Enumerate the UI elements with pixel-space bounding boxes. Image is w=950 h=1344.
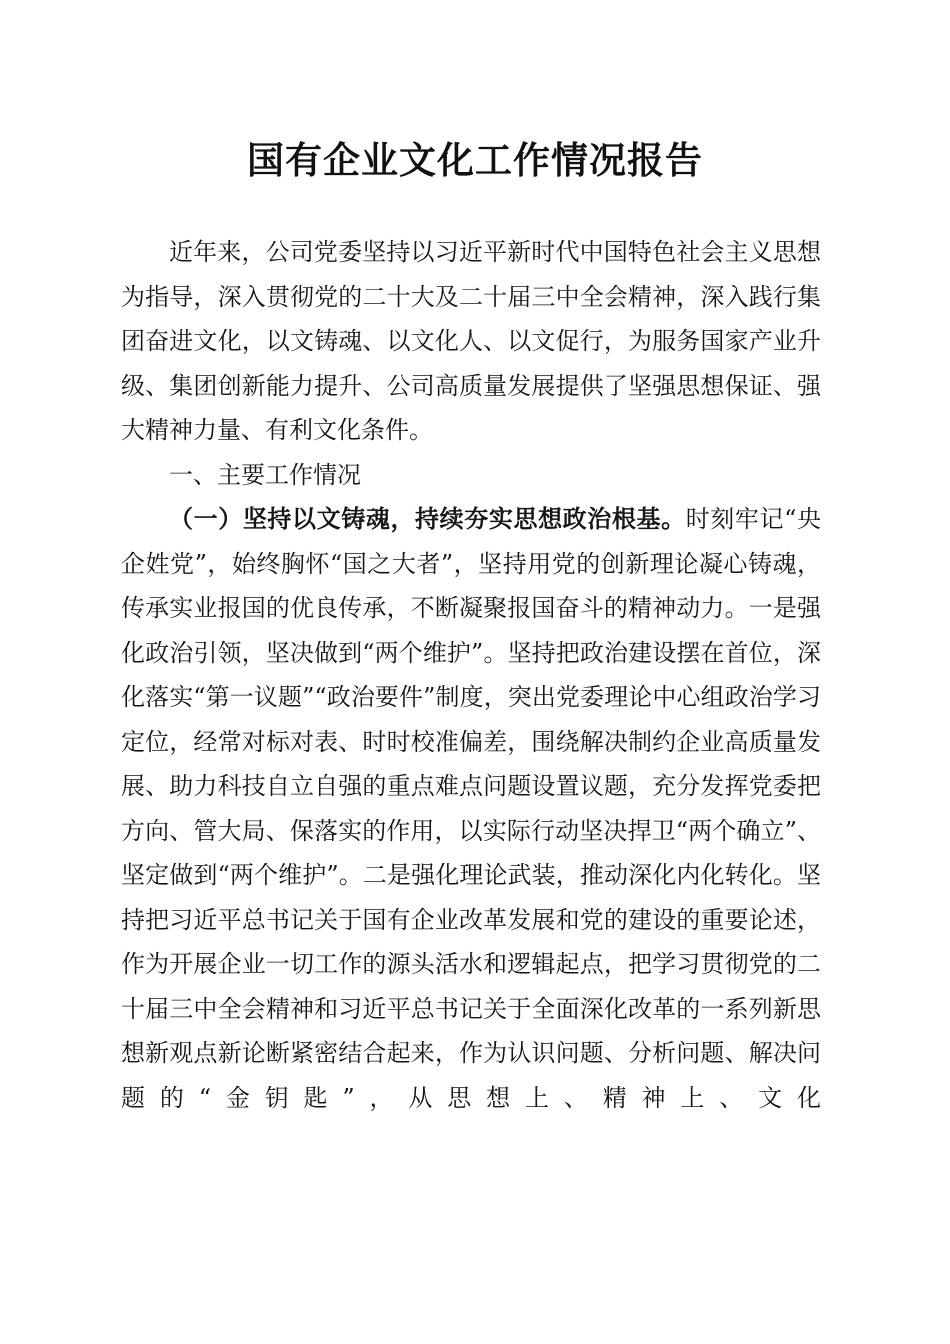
subsection-1-title: （一）坚持以文铸魂，持续夯实思想政治根基。: [169, 505, 686, 533]
document-title: 国有企业文化工作情况报告: [247, 138, 703, 182]
document-body: [121, 230, 821, 1120]
section-heading-main-work: 一、主要工作情况: [169, 460, 361, 489]
subsection-1-paragraph: [121, 497, 821, 1120]
intro-paragraph: 近年来，公司党委坚持以习近平新时代中国特色社会主义思想为指导，深入贯彻党的二十大及二十届三中全会精神，深入践行集团奋进文化，以文铸魂、以文化人、以文促行，为服务国家产业升级、集团创新能力提升、公司高质量发展提供了坚强思想保证、强大精神力量、有利文化条件。: [121, 238, 821, 444]
subsection-1-body: 时刻牢记“央企姓党”，始终胸怀“国之大者”，坚持用党的创新理论凝心铸魂，传承实业报国的优良传承，不断凝聚报国奋斗的精神动力。一是强化政治引领，坚决做到“两个维护”。坚持把政治建设摆在首位，深化落实“第一议题”“政治要件”制度，突出党委理论中心组政治学习定位，经常对标对表、时时校准偏差，围绕解决制约企业高质量发展、助力科技自立自强的重点难点问题设置议题，充分发挥党委把方向、管大局、保落实的作用，以实际行动坚决捍卫“两个确立”、坚定做到“两个维护”。二是强化理论武装，推动深化内化转化。坚持把习近平总书记关于国有企业改革发展和党的建设的重要论述，作为开展企业一切工作的源头活水和逻辑起点，把学习贯彻党的二十届三中全会精神和习近平总书记关于全面深化改革的一系列新思想新观点新论断紧密结合起来，作为认识问题、分析问题、解决问题的“金钥匙”，从思想上、精神上、文化: [121, 505, 821, 1112]
